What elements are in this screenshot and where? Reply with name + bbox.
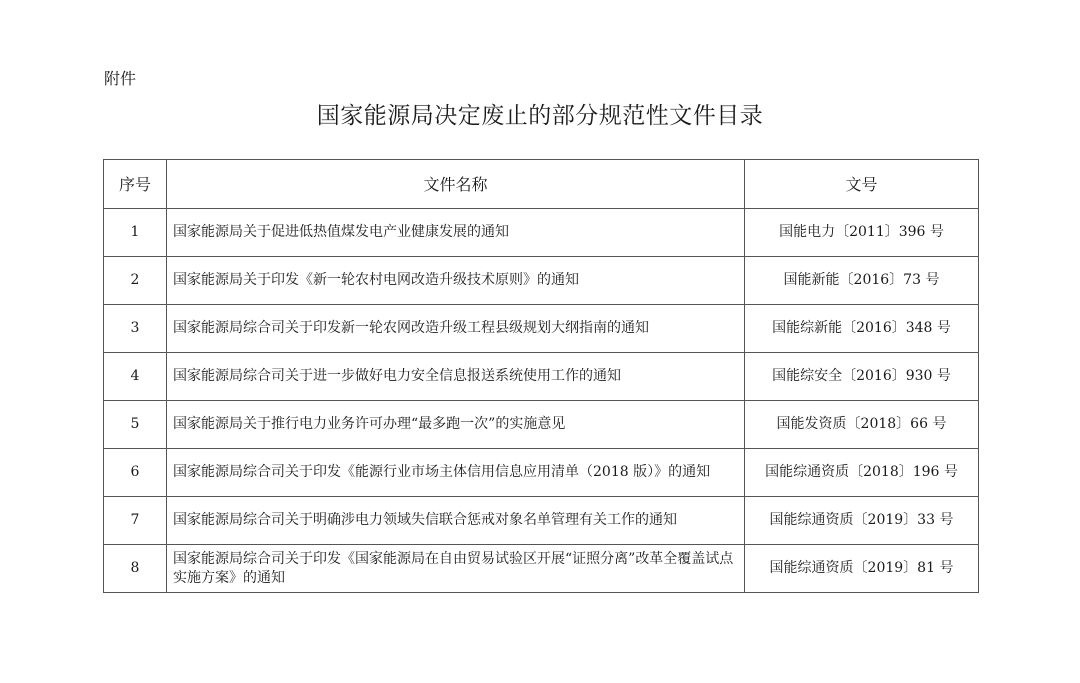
header-document-number: 文号: [745, 160, 979, 209]
table-row: [104, 209, 979, 257]
row-document-number: 国能电力〔2011〕396 号: [745, 209, 979, 257]
document-title: 国家能源局决定废止的部分规范性文件目录: [316, 103, 764, 129]
header-document-name: 文件名称: [167, 160, 745, 209]
row-serial-number: 8: [104, 545, 167, 593]
row-document-name: 国家能源局综合司关于印发新一轮农网改造升级工程县级规划大纲指南的通知: [167, 305, 745, 353]
attachment-label: 附件: [104, 69, 137, 88]
row-document-number: 国能综通资质〔2019〕33 号: [745, 497, 979, 545]
table-row: [104, 305, 979, 353]
table-row: [104, 353, 979, 401]
row-document-name: 国家能源局综合司关于明确涉电力领域失信联合惩戒对象名单管理有关工作的通知: [167, 497, 745, 545]
row-serial-number: 6: [104, 449, 167, 497]
row-document-number: 国能发资质〔2018〕66 号: [745, 401, 979, 449]
row-serial-number: 1: [104, 209, 167, 257]
row-serial-number: 5: [104, 401, 167, 449]
row-serial-number: 2: [104, 257, 167, 305]
row-document-name: 国家能源局综合司关于印发《国家能源局在自由贸易试验区开展“证照分离”改革全覆盖试点实施方案》的通知: [167, 545, 745, 593]
row-document-number: 国能综安全〔2016〕930 号: [745, 353, 979, 401]
table-row: [104, 497, 979, 545]
document-list-table: [103, 159, 979, 593]
table-row: [104, 257, 979, 305]
table-header-row: [104, 160, 979, 209]
row-document-number: 国能综通资质〔2018〕196 号: [745, 449, 979, 497]
row-document-number: 国能新能〔2016〕73 号: [745, 257, 979, 305]
row-document-name: 国家能源局综合司关于进一步做好电力安全信息报送系统使用工作的通知: [167, 353, 745, 401]
row-serial-number: 7: [104, 497, 167, 545]
row-document-name: 国家能源局关于印发《新一轮农村电网改造升级技术原则》的通知: [167, 257, 745, 305]
row-serial-number: 3: [104, 305, 167, 353]
table-row: [104, 401, 979, 449]
row-document-number: 国能综通资质〔2019〕81 号: [745, 545, 979, 593]
row-serial-number: 4: [104, 353, 167, 401]
table-row: [104, 449, 979, 497]
table-row: [104, 545, 979, 593]
row-document-name: 国家能源局关于促进低热值煤发电产业健康发展的通知: [167, 209, 745, 257]
header-serial-number: 序号: [104, 160, 167, 209]
row-document-name: 国家能源局综合司关于印发《能源行业市场主体信用信息应用清单（2018 版）》的通知: [167, 449, 745, 497]
row-document-name: 国家能源局关于推行电力业务许可办理“最多跑一次”的实施意见: [167, 401, 745, 449]
row-document-number: 国能综新能〔2016〕348 号: [745, 305, 979, 353]
